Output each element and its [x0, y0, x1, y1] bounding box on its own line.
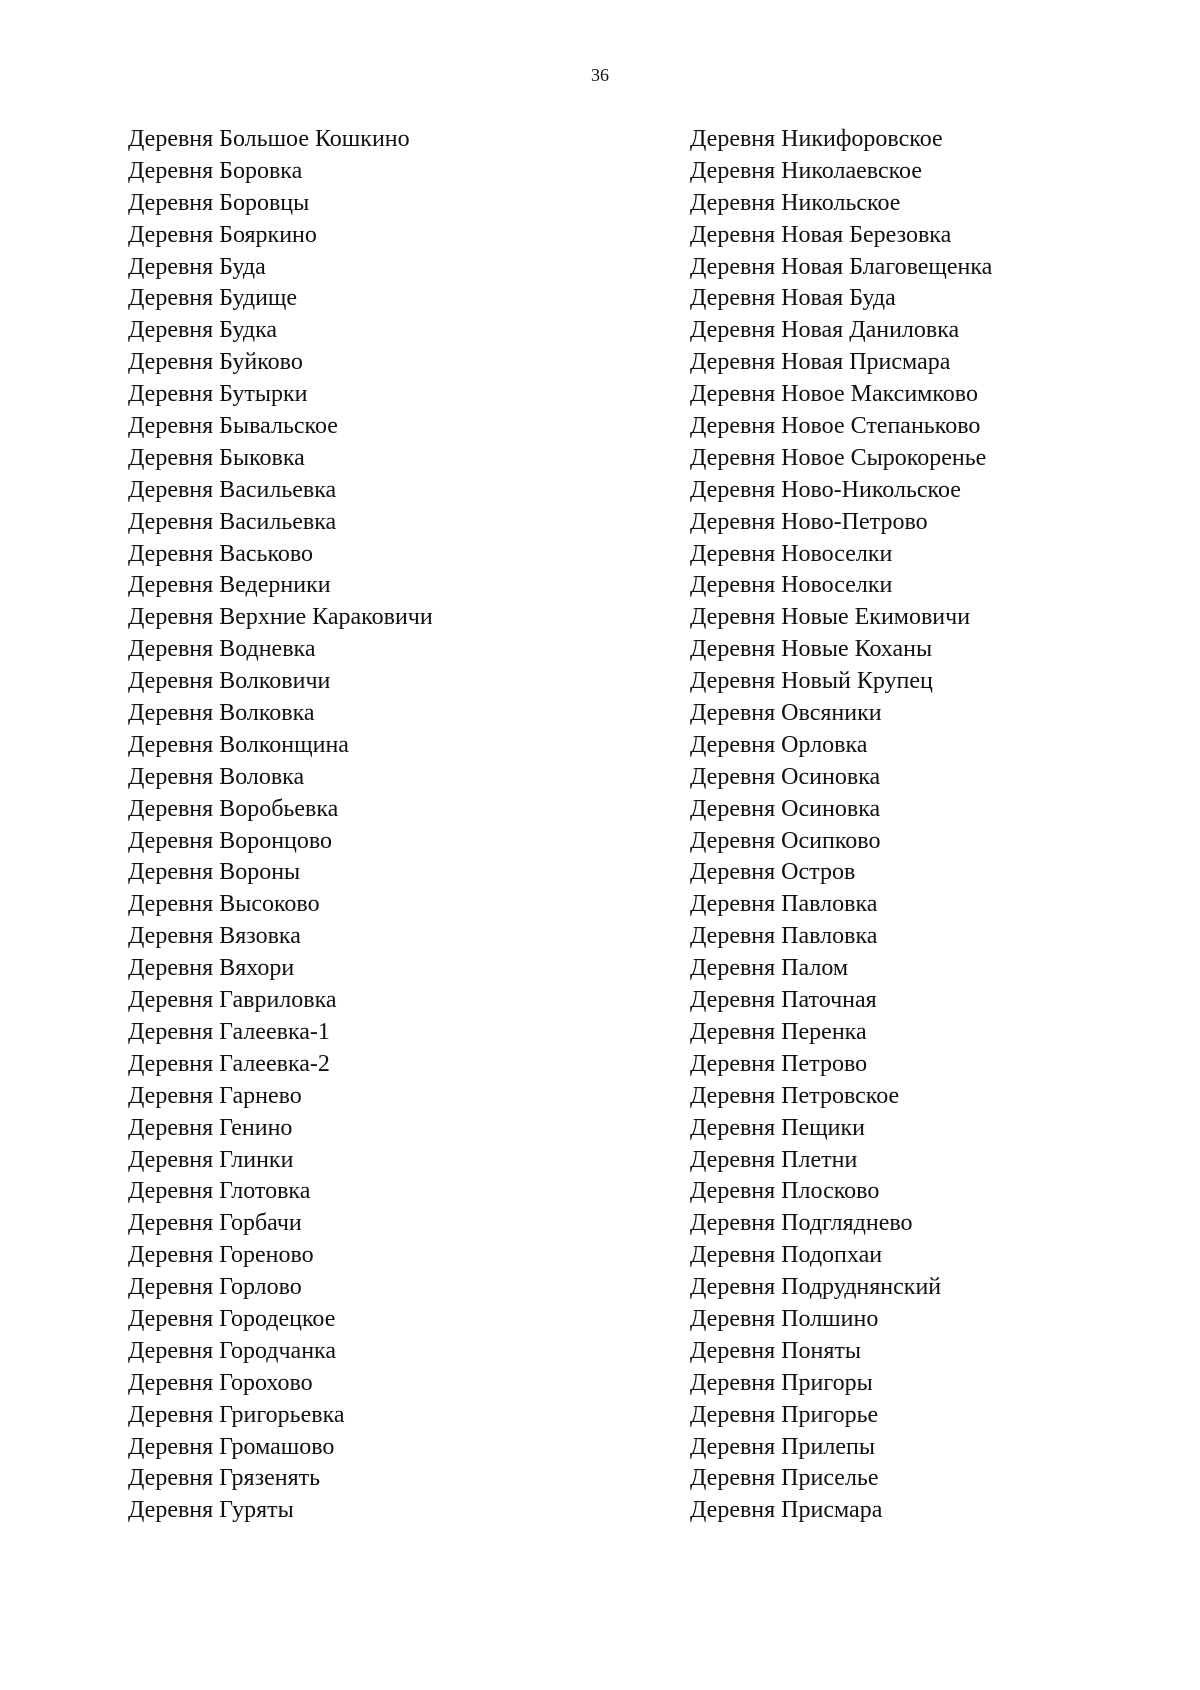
village-name: Деревня Новая Березовка [690, 221, 952, 248]
village-list-item [128, 857, 598, 889]
village-list-item [128, 283, 598, 315]
village-list-item [128, 347, 598, 379]
village-list-item [690, 315, 1160, 347]
village-list-item [690, 1017, 1160, 1049]
village-list-item [128, 539, 598, 571]
village-list-item [128, 1049, 598, 1081]
village-name: Деревня Осипково [690, 827, 881, 854]
village-name: Деревня Никифоровское [690, 126, 943, 152]
village-list-item [690, 1145, 1160, 1177]
village-list-item [128, 507, 598, 539]
village-name: Деревня Водневка [128, 636, 316, 663]
village-list-item [128, 1113, 598, 1145]
village-name: Деревня Новая Благовещенка [690, 253, 993, 280]
village-list-item [690, 921, 1160, 953]
village-name: Деревня Ведерники [128, 572, 331, 599]
village-name: Деревня Воловка [128, 763, 305, 790]
village-list-item [128, 124, 598, 156]
village-list-item [128, 1145, 598, 1177]
village-name: Деревня Ново-Никольское [690, 476, 961, 503]
village-list-item [690, 124, 1160, 156]
page-number: 36 [591, 65, 609, 85]
village-list-item [128, 1495, 598, 1527]
village-name: Деревня Гавриловка [128, 987, 337, 1014]
village-list-item [690, 794, 1160, 826]
village-name: Деревня Новая Буда [690, 285, 896, 312]
village-name: Деревня Овсяники [690, 700, 882, 727]
village-list-item [128, 1240, 598, 1272]
village-list-item [128, 379, 598, 411]
village-list-item [690, 1400, 1160, 1432]
village-list-item [690, 698, 1160, 730]
village-name: Деревня Буйково [128, 349, 303, 376]
village-list-item [128, 1368, 598, 1400]
village-name: Деревня Поняты [690, 1337, 862, 1364]
village-name: Деревня Грязенять [128, 1465, 321, 1492]
village-list-item [690, 1432, 1160, 1464]
village-name: Деревня Осиновка [690, 763, 881, 790]
village-list-item [128, 1017, 598, 1049]
village-name: Деревня Новое Максимково [690, 381, 978, 408]
village-name: Деревня Верхние Караковичи [128, 604, 433, 631]
village-list-item [128, 475, 598, 507]
village-list-item [690, 826, 1160, 858]
village-list-item [690, 1081, 1160, 1113]
village-name: Деревня Новоселки [690, 540, 893, 567]
village-name: Деревня Васильевка [128, 476, 337, 503]
village-list-item [690, 1240, 1160, 1272]
village-list-item [690, 443, 1160, 475]
village-name: Деревня Николаевское [690, 157, 922, 184]
village-list-item [128, 953, 598, 985]
village-name: Деревня Новая Даниловка [690, 317, 960, 344]
village-name: Деревня Павловка [690, 891, 878, 918]
village-name: Деревня Прилепы [690, 1433, 875, 1460]
village-list-item [690, 985, 1160, 1017]
village-name: Деревня Бояркино [128, 221, 317, 248]
village-list-item [128, 794, 598, 826]
village-name: Деревня Будка [128, 317, 278, 344]
village-list-item [128, 889, 598, 921]
village-list-item [690, 1336, 1160, 1368]
village-name: Деревня Остров [690, 859, 856, 886]
village-name: Деревня Новоселки [690, 572, 893, 599]
village-name: Деревня Городецкое [128, 1305, 336, 1332]
village-name: Деревня Ново-Петрово [690, 508, 928, 535]
village-list-item [128, 1336, 598, 1368]
village-name: Деревня Новые Коханы [690, 636, 933, 663]
village-list-item [690, 539, 1160, 571]
village-name: Деревня Подгляднево [690, 1210, 913, 1237]
village-list-item [690, 379, 1160, 411]
village-list-item [128, 1081, 598, 1113]
village-name: Деревня Новый Крупец [690, 668, 933, 695]
village-name: Деревня Волконщина [128, 731, 349, 758]
village-list-item [128, 188, 598, 220]
village-list-item [690, 252, 1160, 284]
village-list-item [690, 1463, 1160, 1495]
village-list-item [128, 1272, 598, 1304]
village-list-item [128, 570, 598, 602]
village-list-item [128, 1432, 598, 1464]
village-list-item [690, 1304, 1160, 1336]
village-name: Деревня Гарнево [128, 1082, 302, 1109]
village-list-item [690, 1049, 1160, 1081]
village-list-item [690, 1272, 1160, 1304]
village-name: Деревня Вороны [128, 859, 301, 886]
village-name: Деревня Генино [128, 1114, 293, 1141]
village-name: Деревня Громашово [128, 1433, 335, 1460]
village-list-item [690, 1208, 1160, 1240]
village-list-item [128, 666, 598, 698]
village-name: Деревня Григорьевка [128, 1401, 345, 1428]
village-list-item [690, 762, 1160, 794]
village-list-item [690, 666, 1160, 698]
village-list-item [128, 634, 598, 666]
village-list-item [690, 570, 1160, 602]
village-name: Деревня Васильевка [128, 508, 337, 535]
village-list-item [690, 1495, 1160, 1527]
village-list-item [690, 1113, 1160, 1145]
village-name: Деревня Перенка [690, 1018, 867, 1045]
village-name: Деревня Васьково [128, 540, 314, 567]
village-name: Деревня Новые Екимовичи [690, 604, 971, 631]
village-name: Деревня Волковка [128, 700, 315, 727]
village-list-item [128, 921, 598, 953]
village-name: Деревня Горбачи [128, 1210, 302, 1237]
village-list-item [690, 953, 1160, 985]
village-list-item [690, 283, 1160, 315]
village-list-item [128, 698, 598, 730]
village-name: Деревня Павловка [690, 923, 878, 950]
village-list-item [690, 411, 1160, 443]
village-name: Деревня Высоково [128, 891, 320, 918]
village-list-item [690, 634, 1160, 666]
village-name: Деревня Паточная [690, 987, 877, 1014]
left-column-list [128, 124, 598, 1527]
village-name: Деревня Новое Степаньково [690, 413, 981, 440]
village-name: Деревня Бутырки [128, 381, 308, 408]
village-name: Деревня Орловка [690, 731, 868, 758]
village-name: Деревня Плетни [690, 1146, 858, 1173]
village-name: Деревня Приселье [690, 1465, 879, 1492]
village-list-item [128, 1463, 598, 1495]
village-name: Деревня Присмара [690, 1497, 883, 1524]
village-list-item [128, 1208, 598, 1240]
village-name: Деревня Бывальское [128, 413, 338, 440]
village-list-item [690, 507, 1160, 539]
village-name: Деревня Петрово [690, 1050, 868, 1077]
village-name: Деревня Новое Сырокоренье [690, 444, 987, 471]
village-list-item [128, 985, 598, 1017]
village-name: Деревня Быковка [128, 444, 305, 471]
village-name: Деревня Петровское [690, 1082, 900, 1109]
village-list-item [128, 730, 598, 762]
village-list-item [690, 1368, 1160, 1400]
village-list-item [128, 252, 598, 284]
village-list-item [128, 315, 598, 347]
village-list-item [690, 1176, 1160, 1208]
village-name: Деревня Пригоры [690, 1369, 873, 1396]
village-name: Деревня Боровцы [128, 189, 310, 216]
village-list-item [690, 475, 1160, 507]
village-name: Деревня Гуряты [128, 1497, 294, 1524]
village-name: Деревня Плосково [690, 1178, 880, 1205]
village-name: Деревня Вязовка [128, 923, 301, 950]
village-list-item [128, 762, 598, 794]
right-column-list [690, 124, 1160, 1527]
village-name: Деревня Горлово [128, 1274, 302, 1301]
village-name: Деревня Палом [690, 955, 849, 982]
village-list-item [690, 220, 1160, 252]
village-list-item [128, 1176, 598, 1208]
village-name: Деревня Волковичи [128, 668, 331, 695]
village-name: Деревня Осиновка [690, 795, 881, 822]
village-list-item [128, 1400, 598, 1432]
village-name: Деревня Боровка [128, 157, 303, 184]
village-list-item [690, 602, 1160, 634]
village-name: Деревня Галеевка-1 [128, 1018, 330, 1045]
village-name: Деревня Глинки [128, 1146, 294, 1173]
village-list-item [128, 826, 598, 858]
village-list-item [128, 443, 598, 475]
village-list-item [690, 156, 1160, 188]
village-list-item [690, 347, 1160, 379]
village-name: Деревня Городчанка [128, 1337, 336, 1364]
village-name: Деревня Полшино [690, 1305, 879, 1332]
village-name: Деревня Воронцово [128, 827, 333, 854]
village-name: Деревня Будище [128, 285, 298, 312]
village-name: Деревня Большое Кошкино [128, 126, 410, 152]
village-name: Деревня Подруднянский [690, 1274, 942, 1301]
village-name: Деревня Пещики [690, 1114, 865, 1141]
village-list-item [128, 220, 598, 252]
village-name: Деревня Гореново [128, 1242, 314, 1269]
village-name: Деревня Подопхаи [690, 1242, 883, 1269]
village-list-item [690, 730, 1160, 762]
village-name: Деревня Глотовка [128, 1178, 311, 1205]
village-name: Деревня Галеевка-2 [128, 1050, 330, 1077]
village-name: Деревня Пригорье [690, 1401, 879, 1428]
village-name: Деревня Воробьевка [128, 795, 339, 822]
village-list-item [128, 1304, 598, 1336]
village-list-item [128, 602, 598, 634]
village-list-item [128, 411, 598, 443]
village-list-item [690, 857, 1160, 889]
village-name: Деревня Буда [128, 253, 266, 280]
village-name: Деревня Никольское [690, 189, 901, 216]
village-list-item [128, 156, 598, 188]
village-list-item [690, 188, 1160, 220]
village-list-item [690, 889, 1160, 921]
village-name: Деревня Вяхори [128, 955, 295, 982]
village-name: Деревня Горохово [128, 1369, 313, 1396]
village-name: Деревня Новая Присмара [690, 349, 951, 376]
